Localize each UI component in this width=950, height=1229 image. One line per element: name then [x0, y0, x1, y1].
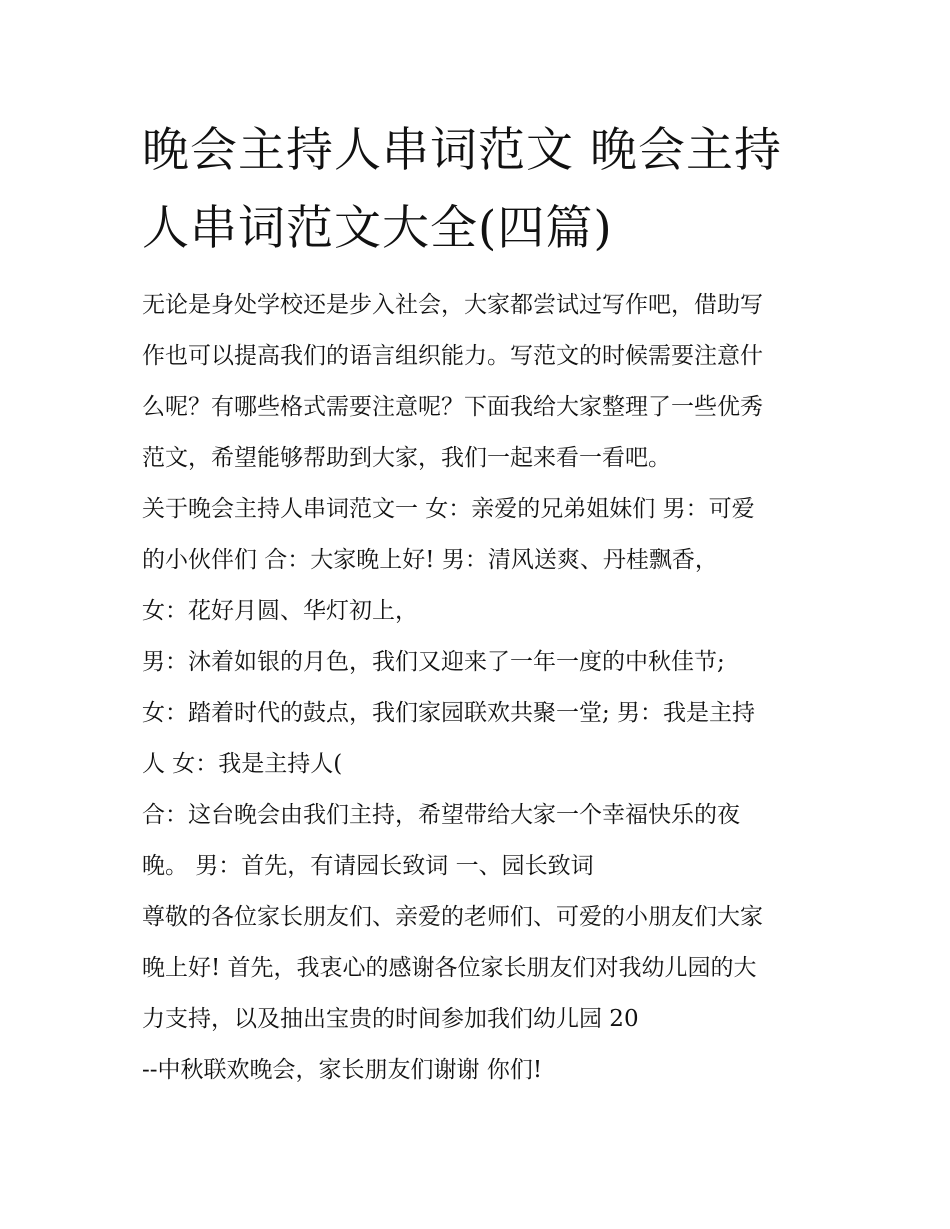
body-line: 女：花好月圆、华灯初上， — [142, 598, 418, 624]
document-title — [142, 112, 822, 268]
body-line: 晚上好! 首先，我衷心的感谢各位家长朋友们对我幼儿园的大 — [142, 955, 757, 981]
title-line: 人串词范文大全(四篇) — [142, 201, 613, 256]
document-body — [142, 280, 822, 1096]
body-line: 么呢？有哪些格式需要注意呢？下面我给大家整理了一些优秀 — [142, 394, 763, 420]
body-line: 女：踏着时代的鼓点，我们家园联欢共聚一堂; 男：我是主持 — [142, 700, 756, 726]
document-page — [142, 112, 822, 1096]
body-line: 晚。 男：首先，有请园长致词 一、园长致词 — [142, 853, 594, 879]
body-line: 无论是身处学校还是步入社会，大家都尝试过写作吧，借助写 — [142, 292, 763, 318]
body-line: 人 女：我是主持人( — [142, 751, 343, 777]
body-line: 合：这台晚会由我们主持，希望带给大家一个幸福快乐的夜 — [142, 802, 740, 828]
body-line: 作也可以提高我们的语言组织能力。写范文的时候需要注意什 — [142, 343, 763, 369]
body-line: 力支持，以及抽出宝贵的时间参加我们幼儿园 20 — [142, 1006, 639, 1032]
body-line: 范文，希望能够帮助到大家，我们一起来看一看吧。 — [142, 445, 671, 471]
body-line: 的小伙伴们 合：大家晚上好! 男：清风送爽、丹桂飘香， — [142, 547, 718, 573]
body-line: 关于晚会主持人串词范文一 女：亲爱的兄弟姐妹们 男：可爱 — [142, 496, 755, 522]
body-line: 男：沐着如银的月色，我们又迎来了一年一度的中秋佳节; — [142, 649, 725, 675]
body-line: --中秋联欢晚会，家长朋友们谢谢 你们! — [142, 1057, 543, 1083]
title-line: 晚会主持人串词范文 晚会主持 — [142, 123, 782, 178]
body-line: 尊敬的各位家长朋友们、亲爱的老师们、可爱的小朋友们大家 — [142, 904, 763, 930]
